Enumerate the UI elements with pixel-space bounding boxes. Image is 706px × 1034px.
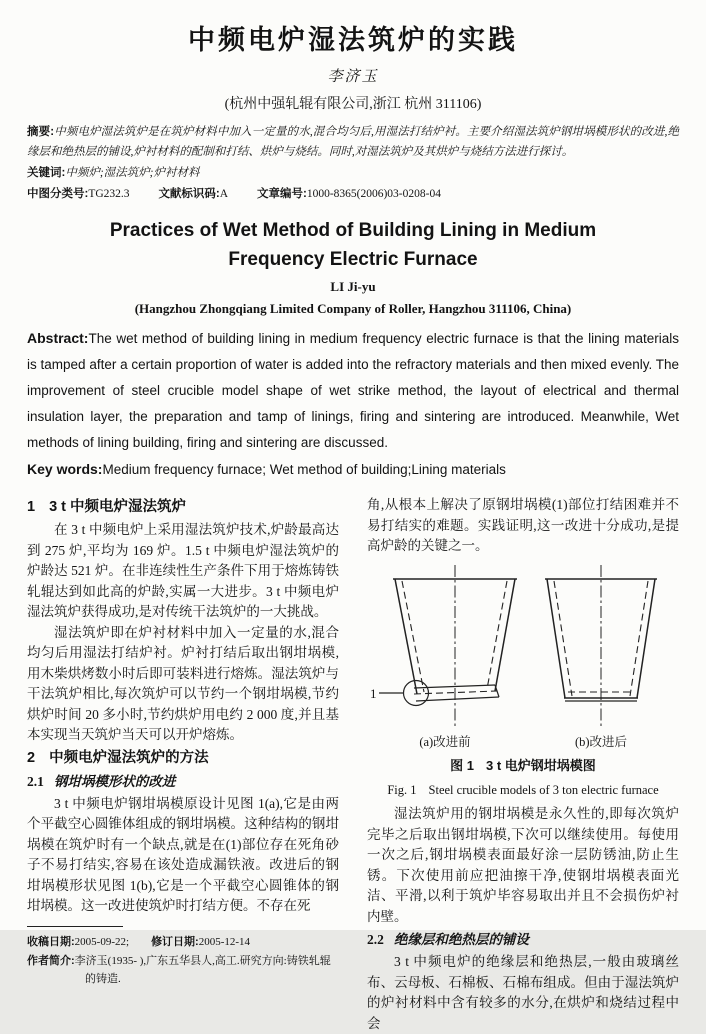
keywords-cn (27, 163, 679, 183)
classification-line (27, 184, 679, 204)
crucible-models-diagram (367, 563, 679, 731)
abstract-cn-text: 中频电炉湿法筑炉是在筑炉材料中加入一定量的水,混合均匀后,用湿法打结炉衬。主要介绍湿法筑炉钢坩埚模形状的改进,绝缘层和绝热层的铺设,炉衬材料的配制和打结、烘炉与烧结。同时,对湿法筑炉及其烘炉与烧结方法进行探讨。 (27, 126, 679, 158)
right-column (367, 495, 679, 1034)
revised-date-value: 2005-12-14 (198, 935, 251, 948)
keywords-en-label: Key words: (27, 461, 103, 477)
body-columns (27, 495, 679, 1034)
figure-caption-cn: 图 1 3 t 电炉钢坩埚模图 (450, 758, 596, 773)
author-bio (27, 952, 339, 988)
received-date-value: 2005-09-22; (74, 935, 130, 948)
footnote-divider (27, 926, 123, 927)
dead-corner-circle (404, 680, 429, 705)
received-date-label: 收稿日期: (27, 935, 75, 948)
keywords-cn-text: 中频炉;湿法筑炉;炉衬材料 (65, 167, 200, 179)
paper-title-en-line2: Frequency Electric Furnace (228, 249, 478, 270)
abstract-en-text: The wet method of building lining in medium frequency electric furnace is that the lining materials is tamped after a certain proportion of water is added into the refractory materials and then mixed evenly. The improvement of steel crucible model shape of wet strike method, the layout of electrical and thermal insulation layer, the preparation and tamp of linings, firing and sintering are introduced. Meanwhile, Wet methods of lining building, firing and sintering are discussed. (27, 331, 679, 450)
section-2-1-paragraph: 3 t 中频电炉钢坩埚模原设计见图 1(a),它是由两个平截空心圆锥体组成的钢坩埚模。这种结构的钢坩埚模在筑炉时有一个缺点,就是在(1)部位存在死角砂子不易打结实,容易在该处造成漏铁液。改进后的钢坩埚模形状见图 1(b),它是一个平截空心圆锥体的钢坩埚模。这一改进使筑炉时打结方便。不存在死 (27, 795, 339, 913)
author-name-cn: 李济玉 (327, 69, 379, 85)
keywords-cn-label: 关键词: (27, 167, 66, 179)
section-2-1-heading: 2.1 钢坩埚模形状的改进 (27, 773, 176, 789)
paper-title-cn: 中频电炉湿法筑炉的实践 (188, 25, 518, 55)
keywords-en-text: Medium frequency furnace; Wet method of building;Lining materials (102, 462, 506, 477)
crucible-before (370, 565, 517, 729)
figure-caption-en: Fig. 1 Steel crucible models of 3 ton electric furnace (387, 782, 659, 797)
section-2-heading: 2 中频电炉湿法筑炉的方法 (27, 749, 209, 766)
abstract-cn-label: 摘要: (27, 126, 55, 138)
paper-title-en-line1: Practices of Wet Method of Building Lining in Medium (109, 220, 597, 241)
figure-label-a: (a)改进前 (419, 734, 471, 749)
section-2-1-paragraph-2: 湿法筑炉用的钢坩埚模是永久性的,即每次筑炉完毕之后取出钢坩埚模,下次可以继续使用。每使用一次之后,钢坩埚模表面最好涂一层防锈油,防止生锈。下次使用前应把油擦干净,使钢坩埚模表面光洁、平滑,以利于筑炉毕容易取出并且不会损伤炉衬内壁。 (367, 806, 679, 924)
affiliation-cn: (杭州中强轧辊有限公司,浙江 杭州 311106) (224, 97, 482, 112)
author-name-en: LI Ji-yu (330, 279, 376, 294)
section-1-heading: 1 3 t 中频电炉湿法筑炉 (27, 499, 187, 515)
section-2-2-paragraph: 3 t 中频电炉的绝缘层和绝热层,一般由玻璃丝布、云母板、石棉板、石棉布组成。但由于湿法筑炉的炉衬材料中含有较多的水分,在烘炉和烧结过程中会 (367, 954, 679, 1031)
section-1-paragraph-1: 在 3 t 中频电炉上采用湿法筑炉技术,炉龄最高达到 275 炉,平均为 169 炉。1.5 t 中频电炉湿法筑炉的炉龄达 521 炉。在非连续性生产条件下用于熔炼铸铁轧辊达到如此高的炉龄,实属一大进步。3 t 中频电炉湿法筑炉获得成功,是对传统干法筑炉的一大挑战。 (27, 522, 339, 619)
abstract-en-label: Abstract: (27, 330, 89, 346)
footnote-dates (27, 933, 339, 951)
section-1-paragraph-2: 湿法筑炉即在炉衬材料中加入一定量的水,混合均匀后用湿法打结炉衬。炉衬打结后取出钢坩埚模,用木柴烘烤数小时后即可装料进行熔炼。湿法筑炉与干法筑炉相比,每次筑炉可以节约一个钢坩埚模,节约烘炉时间 20 多小时,节约烘炉用电约 2 000 度,并且基本实现当天筑炉当天可以开炉熔炼。 (27, 624, 339, 742)
continuation-paragraph: 角,从根本上解决了原钢坩埚模(1)部位打结困难并不易打结实的难题。实践证明,这一改进十分成功,是提高炉龄的关键之一。 (367, 497, 679, 553)
abstract-cn (27, 122, 679, 162)
chinese-meta-block (27, 122, 679, 204)
document-code: 文献标识码:A (158, 188, 229, 200)
keywords-en (27, 456, 679, 483)
revised-date-label: 修订日期: (151, 935, 199, 948)
figure-1 (367, 563, 679, 801)
author-bio-text: 李济玉(1935- ),广东五华县人,高工.研究方向:铸铁轧辊的铸造. (74, 954, 331, 985)
left-column (27, 495, 339, 1034)
crucible-after (545, 565, 657, 729)
affiliation-en: (Hangzhou Zhongqiang Limited Company of Roller, Hangzhou 311106, China) (134, 301, 572, 316)
author-bio-label: 作者简介: (27, 954, 75, 967)
figure-label-b: (b)改进后 (574, 734, 628, 749)
paper-title-en (0, 216, 706, 274)
part-label: 1 (370, 685, 377, 701)
clc-number: 中图分类号:TG232.3 (27, 188, 130, 200)
section-2-2-heading: 2.2 绝缘层和绝热层的铺设 (367, 932, 529, 947)
article-number: 文章编号:1000-8365(2006)03-0208-04 (256, 188, 441, 200)
footnote-block (27, 926, 339, 988)
abstract-en (27, 325, 679, 456)
figure-sub-labels (367, 732, 679, 753)
